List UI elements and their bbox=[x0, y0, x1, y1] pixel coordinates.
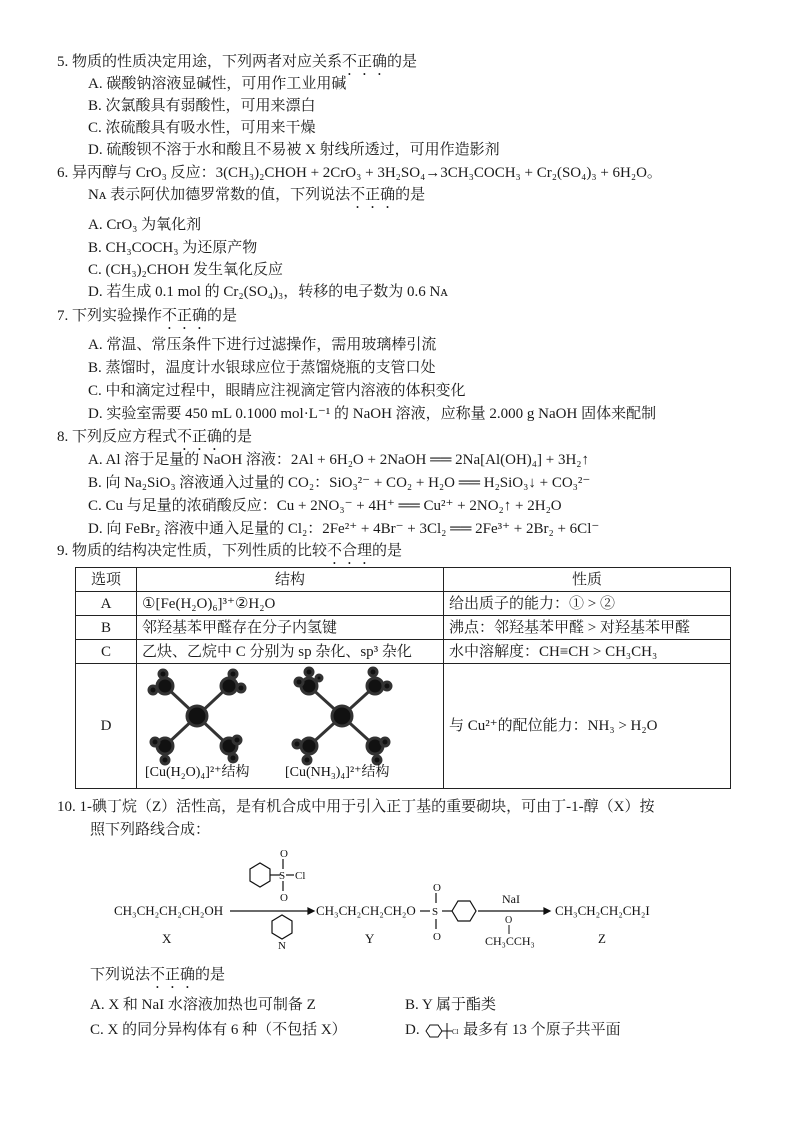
o-atom: O bbox=[280, 848, 288, 860]
n-atom: N bbox=[278, 940, 286, 952]
table-row bbox=[76, 592, 731, 616]
acetone-reagent: CH₃CCH₃ bbox=[485, 934, 535, 948]
q6-option-a: A. CrO₃ 为氧化剂 bbox=[88, 217, 202, 233]
q10-sub-end: 的是 bbox=[195, 967, 226, 983]
header-structure: 结构 bbox=[137, 568, 444, 592]
q7-option-a: A. 常温、常压条件下进行过滤操作，需用玻璃棒引流 bbox=[88, 337, 437, 353]
benzenesulfonyl-chloride-icon bbox=[423, 1021, 459, 1041]
q8-option-b: B. 向 Na₂SiO₃ 溶液通入过量的 CO₂：SiO₃²⁻ + CO₂ + H₂O ══ H₂SiO₃↓ + CO₃²⁻ bbox=[88, 475, 591, 491]
q9-stem bbox=[57, 541, 402, 568]
q6-option-d: D. 若生成 0.1 mol 的 Cr₂(SO₄)₃，转移的电子数为 0.6 Nᴀ bbox=[88, 284, 448, 300]
z-formula: CH₃CH₂CH₂CH₂I bbox=[555, 903, 650, 918]
cl-atom: Cl bbox=[452, 1027, 459, 1036]
q9-stem-text: 9. 物质的结构决定性质，下列性质的比较 bbox=[57, 543, 328, 559]
q5-option-d: D. 硫酸钡不溶于水和酸且不易被 X 射线所透过，可用作造影剂 bbox=[88, 142, 500, 158]
q8-option-d: D. 向 FeBr₂ 溶液中通入足量的 Cl₂：2Fe²⁺ + 4Br⁻ + 3Cl₂ ══ 2Fe³⁺ + 2Br₂ + 6Cl⁻ bbox=[88, 521, 600, 537]
option-d-text: 最多有 13 个原子共平面 bbox=[463, 1022, 621, 1038]
q10-sub-text: 下列说法 bbox=[90, 967, 151, 983]
q6-option-b: B. CH₃COCH₃ 为还原产物 bbox=[88, 240, 258, 256]
o-atom: O bbox=[433, 931, 441, 943]
q5-option-c: C. 浓硫酸具有吸水性，可用来干燥 bbox=[88, 120, 316, 136]
header-option: 选项 bbox=[76, 568, 137, 592]
y-formula: CH₃CH₂CH₂CH₂O bbox=[316, 903, 416, 918]
q7-option-b: B. 蒸馏时，温度计水银球应位于蒸馏烧瓶的支管口处 bbox=[88, 360, 436, 376]
q10-emphasis: 不正确 bbox=[150, 967, 196, 983]
row-property: 给出质子的能力：① > ② bbox=[444, 592, 731, 616]
q7-option-d: D. 实验室需要 450 mL 0.1000 mol·L⁻¹ 的 NaOH 溶液，应称量 2.000 g NaOH 固体来配制 bbox=[88, 406, 657, 422]
q6-line2-text: Nᴀ 表示阿伏加德罗常数的值，下列说法 bbox=[88, 187, 351, 203]
acetone-o: O bbox=[505, 915, 513, 926]
q6-emphasis: 不正确 bbox=[350, 187, 396, 203]
q10-option-d bbox=[405, 1020, 621, 1041]
q6-stem: 6. 异丙醇与 CrO₃ 反应：3(CH₃)₂CHOH + 2CrO₃ + 3H₂SO₄→3CH₃COCH₃ + Cr₂(SO₄)₃ + 6H₂O。 bbox=[57, 165, 662, 181]
q7-stem-end: 的是 bbox=[207, 308, 238, 324]
nai-reagent: NaI bbox=[502, 892, 520, 906]
q9-stem-end: 的是 bbox=[372, 543, 403, 559]
y-label: Y bbox=[365, 931, 375, 946]
z-label: Z bbox=[598, 931, 606, 946]
o-atom: O bbox=[280, 892, 288, 904]
reaction-arrow-1 bbox=[230, 908, 314, 914]
q5-emphasis: 不正确 bbox=[342, 54, 388, 70]
q8-stem-end: 的是 bbox=[222, 429, 253, 445]
cu-nh3-4-model bbox=[293, 668, 391, 764]
benzenesulfonyl-chloride bbox=[250, 848, 305, 904]
cl-atom: Cl bbox=[295, 870, 306, 882]
row-structure-molecules bbox=[137, 664, 444, 789]
table-row bbox=[76, 616, 731, 640]
q5-option-a: A. 碳酸钠溶液显碱性，可用作工业用碱 bbox=[88, 76, 347, 92]
pyridine bbox=[272, 915, 292, 952]
row-option: A bbox=[76, 592, 137, 616]
q10-option-c: C. X 的同分异构体有 6 种（不包括 X） bbox=[90, 1022, 347, 1038]
caption-cu-nh3-4: [Cu(NH₃)₄]²⁺结构 bbox=[285, 765, 390, 780]
q10-option-a: A. X 和 NaI 水溶液加热也可制备 Z bbox=[90, 997, 316, 1013]
q10-stem-line2: 照下列路线合成： bbox=[90, 822, 211, 838]
row-option: B bbox=[76, 616, 137, 640]
caption-cu-h2o4: [Cu(H₂O)₄]²⁺结构 bbox=[145, 765, 250, 780]
reaction-arrow-2 bbox=[478, 908, 550, 914]
q10-option-b: B. Y 属于酯类 bbox=[405, 997, 496, 1013]
q8-option-a: A. Al 溶于足量的 NaOH 溶液：2Al + 6H₂O + 2NaOH ══ 2Na[Al(OH)₄] + 3H₂↑ bbox=[88, 452, 590, 468]
synthesis-scheme bbox=[100, 845, 700, 955]
q7-option-c: C. 中和滴定过程中，眼睛应注视滴定管内溶液的体积变化 bbox=[88, 383, 466, 399]
row-structure: 乙炔、乙烷中 C 分别为 sp 杂化、sp³ 杂化 bbox=[137, 640, 444, 664]
cu-h2o4-model bbox=[149, 670, 245, 764]
x-label: X bbox=[162, 931, 172, 946]
row-structure: 邻羟基苯甲醛存在分子内氢键 bbox=[137, 616, 444, 640]
table-row bbox=[76, 640, 731, 664]
q5-stem-end: 的是 bbox=[387, 54, 418, 70]
table-header-row bbox=[76, 568, 731, 592]
s-atom: S bbox=[279, 870, 286, 882]
q9-table bbox=[75, 567, 731, 789]
header-property: 性质 bbox=[444, 568, 731, 592]
sulfonyl-benzene bbox=[420, 882, 476, 943]
row-option: D bbox=[76, 664, 137, 789]
row-property: 水中溶解度：CH≡CH > CH₃CH₃ bbox=[444, 640, 731, 664]
x-formula: CH₃CH₂CH₂CH₂OH bbox=[114, 903, 224, 918]
q5-option-b: B. 次氯酸具有弱酸性，可用来漂白 bbox=[88, 98, 316, 114]
q7-emphasis: 不正确 bbox=[162, 308, 208, 324]
q8-stem-text: 8. 下列反应方程式 bbox=[57, 429, 178, 445]
option-d-letter: D. bbox=[405, 1022, 420, 1038]
q7-stem-text: 7. 下列实验操作 bbox=[57, 308, 163, 324]
q10-sub-stem bbox=[90, 965, 225, 992]
table-row bbox=[76, 664, 731, 789]
s-atom: S bbox=[432, 906, 439, 918]
row-property: 与 Cu²⁺的配位能力：NH₃ > H₂O bbox=[444, 664, 731, 789]
o-atom: O bbox=[433, 882, 441, 894]
q10-stem: 10. 1-碘丁烷（Z）活性高，是有机合成中用于引入正丁基的重要砌块，可由丁-1-醇（X）按 bbox=[57, 799, 655, 815]
q5-stem-text: 5. 物质的性质决定用途，下列两者对应关系 bbox=[57, 54, 343, 70]
molecule-models-image bbox=[137, 664, 443, 782]
row-structure: ①[Fe(H₂O)₆]³⁺②H₂O bbox=[137, 592, 444, 616]
q9-emphasis: 不合理 bbox=[327, 543, 373, 559]
q6-stem-line2 bbox=[88, 185, 425, 212]
q7-stem bbox=[57, 306, 237, 333]
row-option: C bbox=[76, 640, 137, 664]
q8-emphasis: 不正确 bbox=[177, 429, 223, 445]
q6-option-c: C. (CH₃)₂CHOH 发生氧化反应 bbox=[88, 262, 284, 278]
row-property: 沸点：邻羟基苯甲醛 > 对羟基苯甲醛 bbox=[444, 616, 731, 640]
q8-option-c: C. Cu 与足量的浓硝酸反应：Cu + 2NO₃⁻ + 4H⁺ ══ Cu²⁺ + 2NO₂↑ + 2H₂O bbox=[88, 498, 562, 514]
q6-line2-end: 的是 bbox=[395, 187, 426, 203]
